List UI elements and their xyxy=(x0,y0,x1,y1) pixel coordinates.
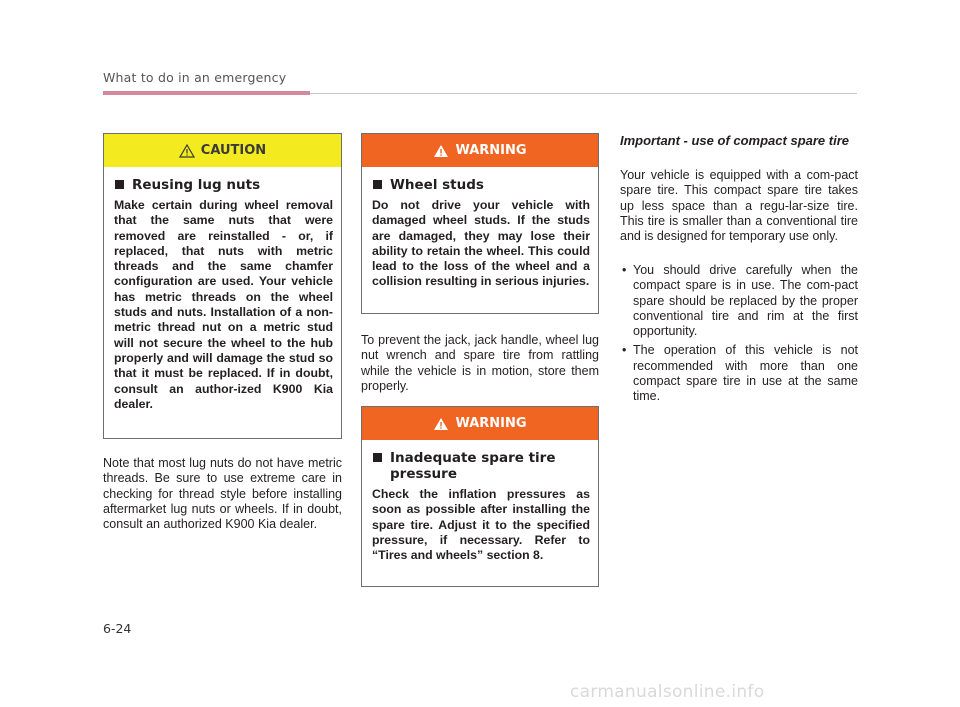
page-number: 6-24 xyxy=(103,621,132,636)
warning-label: WARNING xyxy=(455,416,527,431)
caution-subtitle xyxy=(114,177,333,193)
caution-text: Make certain during wheel removal that the same nuts that were removed are reinstalled - or, if replaced, that nuts with metric threads and the same chamfer configuration are used. Your vehicle has metric threads on the wheel studs and nuts. Installation of a non-metric thread nut on a metric stud will not secure the wheel to the hub properly and will damage the stud so that it must be replaced. If in doubt, consult an author-ized K900 Kia dealer. xyxy=(114,198,333,411)
header-accent-rule xyxy=(103,91,310,95)
caution-body xyxy=(104,167,341,412)
section-title: What to do in an emergency xyxy=(103,70,287,85)
warning-header xyxy=(362,407,598,440)
warning-body xyxy=(362,440,598,563)
warning-subtitle xyxy=(372,450,590,482)
middle-paragraph: To prevent the jack, jack handle, wheel lug nut wrench and spare tire from rattling while the vehicle is in motion, store them properly. xyxy=(361,333,599,393)
caution-header xyxy=(104,134,341,167)
bullet-square-icon xyxy=(115,180,124,189)
bullet-text: The operation of this vehicle is not recommended with more than one compact spare tire in use at the same time. xyxy=(633,343,858,404)
header-divider xyxy=(310,93,857,94)
warning-text: Do not drive your vehicle with damaged wheel studs. If the studs are damaged, they may lose their ability to retain the wheel. This could lead to the loss of the wheel and a collision resulting in serious injuries. xyxy=(372,198,590,289)
warning-subtitle xyxy=(372,177,590,193)
bullet-text: You should drive carefully when the compact spare is in use. The com-pact spare should be replaced by the proper conventional tire and rim at the first opportunity. xyxy=(633,263,858,339)
warning-label: WARNING xyxy=(455,143,527,158)
warning-triangle-filled-icon xyxy=(433,417,449,431)
bullet-square-icon xyxy=(373,180,382,189)
bullet-square-icon xyxy=(373,453,382,462)
list-item xyxy=(620,263,858,339)
compact-spare-bullets xyxy=(620,263,858,409)
warning-triangle-filled-icon xyxy=(433,144,449,158)
caution-label: CAUTION xyxy=(200,143,267,158)
compact-spare-title: Important - use of compact spare tire xyxy=(620,133,849,148)
warning-body xyxy=(362,167,598,290)
warning-subtitle-text: Wheel studs xyxy=(390,177,484,193)
compact-spare-intro: Your vehicle is equipped with a com-pact spare tire. This compact spare tire takes up less space than a regu-lar-size tire. This tire is smaller than a conventional tire and is designed for temporary use only. xyxy=(620,168,858,244)
warning-subtitle-text: Inadequate spare tire pressure xyxy=(390,450,556,482)
bullet-dot: • xyxy=(622,343,627,358)
warning-box-wheel-studs xyxy=(361,133,599,314)
watermark: carmanualsonline.info xyxy=(570,682,765,702)
warning-box-spare-pressure xyxy=(361,406,599,587)
caution-subtitle-text: Reusing lug nuts xyxy=(132,177,261,193)
warning-text: Check the inflation pressures as soon as possible after installing the spare tire. Adjust it to the specified pressure, if necessary. Refer to “Tires and wheels” section 8. xyxy=(372,487,590,563)
warning-header xyxy=(362,134,598,167)
list-item xyxy=(620,343,858,404)
caution-box xyxy=(103,133,342,439)
bullet-dot: • xyxy=(622,263,627,277)
left-paragraph: Note that most lug nuts do not have metric threads. Be sure to use extreme care in checking for thread style before installing aftermarket lug nuts or wheels. If in doubt, consult an authorized K900 Kia dealer. xyxy=(103,456,342,532)
warning-triangle-outline-icon xyxy=(179,144,195,158)
